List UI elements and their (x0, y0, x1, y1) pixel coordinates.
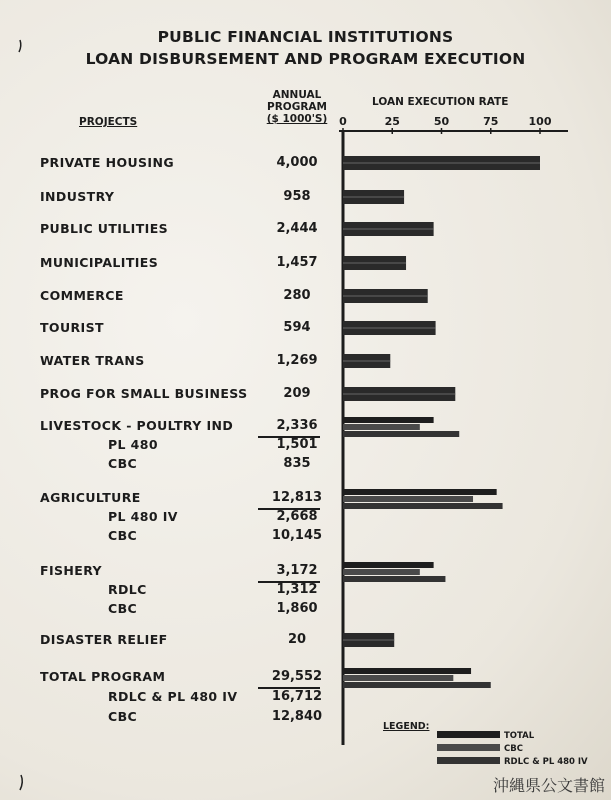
bar-2 (343, 682, 491, 688)
project-label: PUBLIC UTILITIES (40, 221, 169, 236)
binder-mark (20, 775, 22, 790)
project-label: PROG FOR SMALL BUSINESS (40, 386, 248, 401)
sub-program-value: 10,145 (271, 528, 323, 543)
program-value: 280 (283, 288, 311, 303)
chart-title-line-2: LOAN DISBURSEMENT AND PROGRAM EXECUTION (85, 50, 526, 68)
program-value: 3,172 (276, 563, 318, 578)
program-value: 2,444 (276, 221, 318, 236)
sub-program-value: 2,668 (276, 509, 318, 524)
bar-2 (343, 431, 459, 437)
program-column-header-line-1: ANNUAL (272, 89, 322, 101)
sub-program-value: 1,860 (276, 601, 318, 616)
program-value: 1,457 (276, 255, 318, 270)
program-value: 2,336 (276, 418, 318, 433)
sub-project-label: CBC (108, 709, 138, 724)
program-value: 1,269 (276, 353, 318, 368)
program-value: 12,813 (271, 490, 323, 505)
program-value: 958 (283, 189, 311, 204)
x-tick-label: 100 (528, 115, 552, 128)
program-value: 209 (283, 386, 311, 401)
sub-project-label: CBC (108, 528, 138, 543)
legend-label: CBC (504, 744, 523, 754)
legend-swatch (437, 757, 500, 764)
bar-1 (343, 675, 453, 681)
sub-project-label: RDLC & PL 480 IV (108, 689, 238, 704)
bar-0 (343, 562, 434, 568)
project-label: PRIVATE HOUSING (40, 155, 174, 170)
chart-title-line-1: PUBLIC FINANCIAL INSTITUTIONS (157, 28, 454, 46)
project-label: LIVESTOCK - POULTRY IND (40, 418, 234, 433)
x-tick-label: 50 (433, 115, 450, 128)
sub-program-value: 835 (283, 456, 311, 471)
project-label: FISHERY (40, 563, 102, 578)
program-value: 4,000 (276, 155, 318, 170)
project-label: AGRICULTURE (40, 490, 141, 505)
project-label: COMMERCE (40, 288, 124, 303)
bar-1 (343, 569, 420, 575)
legend-swatch (437, 731, 500, 738)
x-tick-label: 25 (384, 115, 400, 128)
project-label: WATER TRANS (40, 353, 145, 368)
archive-watermark: 沖縄県公文書館 (492, 776, 605, 795)
program-column-header-line-3: ($ 1000'S) (266, 113, 328, 125)
legend-label: RDLC & PL 480 IV (504, 757, 588, 767)
project-label: TOTAL PROGRAM (40, 669, 166, 684)
sub-program-value: 12,840 (271, 709, 323, 724)
projects-column-header: PROJECTS (79, 116, 138, 128)
bar-1 (343, 424, 420, 430)
sub-program-value: 1,312 (276, 582, 318, 597)
bar-0 (343, 668, 471, 674)
sub-program-value: 1,501 (276, 437, 318, 452)
sub-project-label: PL 480 (108, 437, 158, 452)
legend-label: TOTAL (504, 731, 535, 741)
bar-1 (343, 496, 473, 502)
sub-project-label: CBC (108, 456, 138, 471)
bar-0 (343, 417, 434, 423)
program-value: 594 (283, 320, 311, 335)
sub-project-label: RDLC (108, 582, 147, 597)
sub-project-label: CBC (108, 601, 138, 616)
project-label: INDUSTRY (40, 189, 115, 204)
legend-title: LEGEND: (383, 721, 430, 732)
program-column-header-line-2: PROGRAM (267, 101, 327, 113)
x-tick-label: 75 (483, 115, 499, 128)
program-value: 20 (287, 632, 307, 647)
sub-program-value: 16,712 (271, 689, 323, 704)
program-value: 29,552 (271, 669, 323, 684)
binder-mark (19, 40, 21, 52)
project-label: DISASTER RELIEF (40, 632, 168, 647)
project-label: MUNICIPALITIES (40, 255, 159, 270)
project-label: TOURIST (40, 320, 104, 335)
legend-swatch (437, 744, 500, 751)
bar-2 (343, 576, 445, 582)
x-tick-label: 0 (339, 115, 347, 128)
sub-project-label: PL 480 IV (108, 509, 178, 524)
bar-0 (343, 489, 497, 495)
x-axis-title: LOAN EXECUTION RATE (372, 96, 509, 108)
bar-2 (343, 503, 503, 509)
